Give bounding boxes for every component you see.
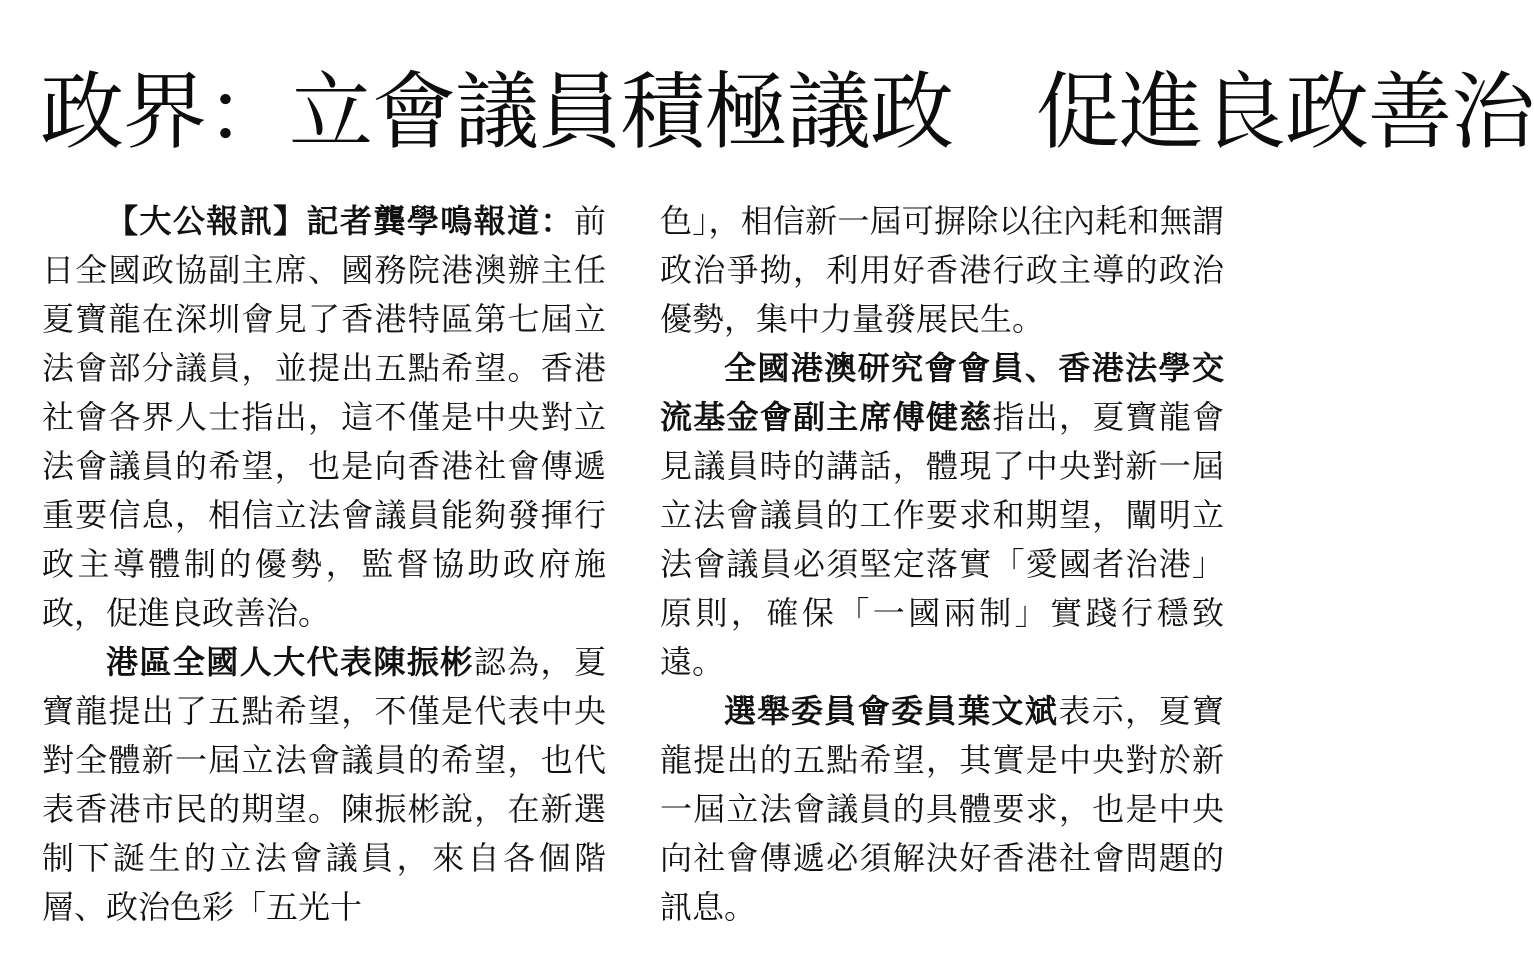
paragraph-text: 認為，夏寶龍提出了五點希望，不僅是代表中央對全體新一屆立法會議員的希望，也代表香港市民的期望。陳振彬說，在新選制下誕生的立法會議員，來自各個階層、政治色彩「五光十 — [42, 643, 606, 926]
article-column-left — [42, 197, 606, 932]
paragraph-text: 前日全國政協副主席、國務院港澳辦主任夏寶龍在深圳會見了香港特區第七屆立法會部分議員，並提出五點希望。香港社會各界人士指出，這不僅是中央對立法會議員的希望，也是向香港社會傳遞重要信息，相信立法會議員能夠發揮行政主導體制的優勢，監督協助政府施政，促進良政善治。 — [42, 202, 606, 632]
byline: 【大公報訊】記者龔學鳴報道： — [106, 202, 574, 240]
article-paragraph — [42, 638, 606, 932]
article-column-right — [660, 197, 1224, 932]
paragraph-text: 表示，夏寶龍提出的五點希望，其實是中央對於新一屆立法會議員的具體要求，也是中央向社會傳遞必須解決好香港社會問題的訊息。 — [660, 692, 1224, 926]
article-paragraph — [660, 344, 1224, 687]
speaker-name: 港區全國人大代表陳振彬 — [106, 643, 474, 681]
speaker-name: 選舉委員會委員葉文斌 — [724, 692, 1059, 730]
article-paragraph — [42, 197, 606, 638]
paragraph-text: 色」，相信新一屆可摒除以往內耗和無謂政治爭拗，利用好香港行政主導的政治優勢，集中力量發展民生。 — [660, 202, 1224, 338]
speaker-name: 全國港澳研究會會員、香港法學交流基金會副主席傅健慈 — [660, 349, 1224, 436]
article-paragraph — [660, 687, 1224, 932]
headline: 政界：立會議員積極議政 促進良政善治 — [40, 63, 1534, 161]
article-paragraph — [660, 197, 1224, 344]
paragraph-text: 指出，夏寶龍會見議員時的講話，體現了中央對新一屆立法會議員的工作要求和期望，闡明立法會議員必須堅定落實「愛國者治港」原則，確保「一國兩制」實踐行穩致遠。 — [660, 398, 1224, 681]
